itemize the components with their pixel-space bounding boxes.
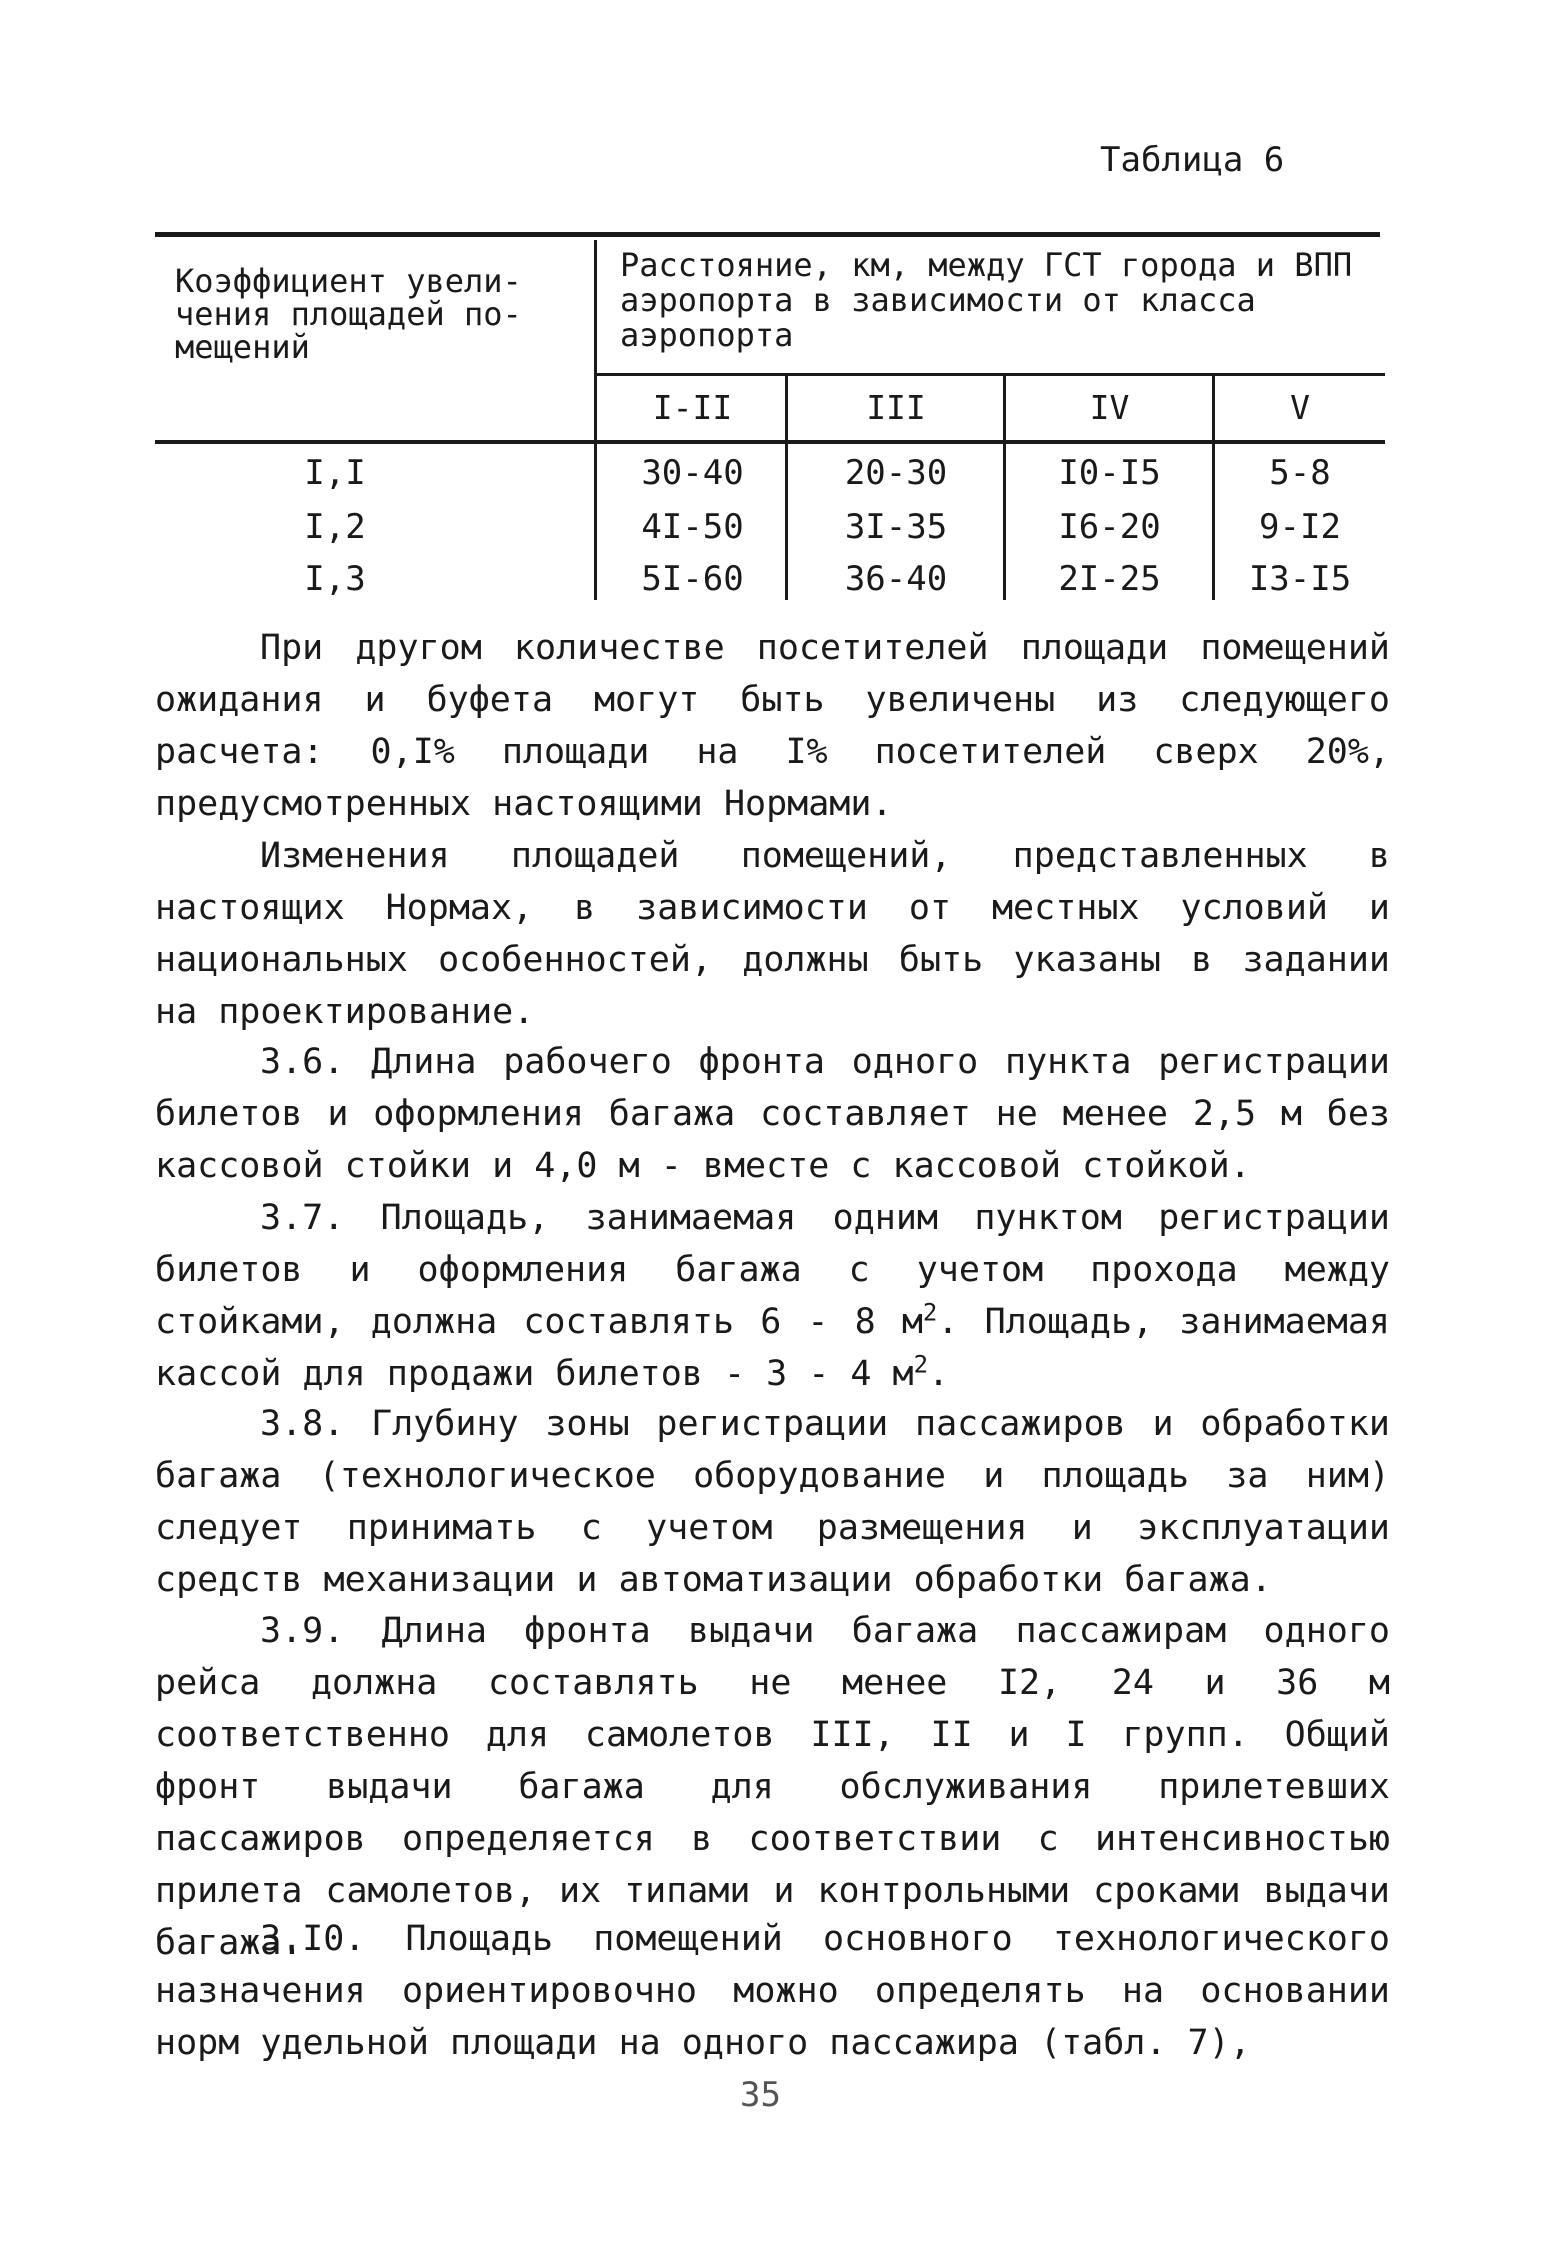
table-row-coef: I,I: [304, 453, 366, 493]
page-number: 35: [740, 2075, 781, 2115]
paragraph-3-8: 3.8. Глубину зоны регистрации пассажиров и обработки багажа (технологическое оборудование и площадь за ним) следует принимать с учетом размещения и эксплуатации средств механизации и автоматизации обработки багажа.: [155, 1404, 1390, 1600]
paragraph-3-10: 3.I0. Площадь помещений основного технологического назначения ориентировочно можно определять на основании норм удельной площади на одного пассажира (табл. 7),: [155, 1919, 1390, 2063]
table-cell: 2I-25: [1058, 559, 1161, 599]
table-cell: 30-40: [641, 453, 744, 493]
paragraph-area-changes: Изменения площадей помещений, представленных в настоящих Нормах, в зависимости от местных условий и национальных особенностей, должны быть указаны в задании на проектирование.: [155, 836, 1390, 1032]
paragraph-3-7: [155, 1192, 1390, 1400]
paragraph-3-9: 3.9. Длина фронта выдачи багажа пассажирам одного рейса должна составлять не менее I2, 24 и 36 м соответственно для самолетов III, II и I групп. Общий фронт выдачи багажа для обслуживания прилетевших пассажиров определяется в соответствии с интенсивностью прилета самолетов, их типами и контрольными сроками выдачи багажа.: [155, 1611, 1390, 1963]
paragraph-3-7-text-a: 3.7. Площадь, занимаемая одним пунктом регистрации билетов и оформления багажа с учетом прохода между стойками, должна составлять 6 - 8 м: [155, 1198, 1390, 1342]
table-cell: 9-I2: [1259, 507, 1341, 547]
square-superscript: 2: [913, 1350, 929, 1379]
table-row-coef: I,3: [304, 559, 366, 599]
table-cell: 3I-35: [844, 507, 948, 547]
table-top-rule: [155, 232, 1380, 237]
column-header-class-5: V: [1290, 388, 1310, 427]
column-header-class-3: III: [866, 388, 926, 427]
table-caption: Таблица 6: [1100, 140, 1285, 180]
table-row-coef: I,2: [304, 507, 366, 547]
table-subheader-rule: [595, 373, 1385, 376]
table-cell: 20-30: [844, 453, 948, 493]
table-header-bottom-rule: [155, 440, 1385, 444]
table-cell: 5I-60: [641, 559, 744, 599]
column-header-class-4: IV: [1089, 388, 1130, 427]
table-divider-col2: [785, 376, 788, 600]
paragraph-3-7-text-b: . Площадь, занимаемая кассой для продажи билетов - 3 - 4 м: [155, 1302, 1390, 1394]
table-header-coefficient: Коэффициент увели- чения площадей по- мещений: [175, 262, 522, 366]
table-divider-col4: [1212, 376, 1215, 600]
table-divider-col3: [1003, 376, 1006, 600]
table-cell: I0-I5: [1058, 453, 1161, 493]
table-header-distance: Расстояние, км, между ГСТ города и ВПП аэропорта в зависимости от класса аэропорта: [620, 246, 1353, 354]
paragraph-3-6: 3.6. Длина рабочего фронта одного пункта регистрации билетов и оформления багажа составляет не менее 2,5 м без кассовой стойки и 4,0 м - вместе с кассовой стойкой.: [155, 1042, 1390, 1186]
table-cell: I3-I5: [1248, 559, 1352, 599]
paragraph-3-7-text-c: .: [928, 1354, 950, 1394]
square-superscript: 2: [922, 1298, 938, 1327]
table-cell: I6-20: [1058, 507, 1161, 547]
table-cell: 4I-50: [641, 507, 744, 547]
column-header-class-1-2: I-II: [652, 388, 733, 427]
table-cell: 36-40: [844, 559, 948, 599]
table-cell: 5-8: [1269, 453, 1331, 493]
paragraph-visitors: При другом количестве посетителей площади помещений ожидания и буфета могут быть увеличены из следующего расчета: 0,I% площади на I% посетителей сверх 20%, предусмотренных настоящими Нормами.: [155, 628, 1390, 824]
